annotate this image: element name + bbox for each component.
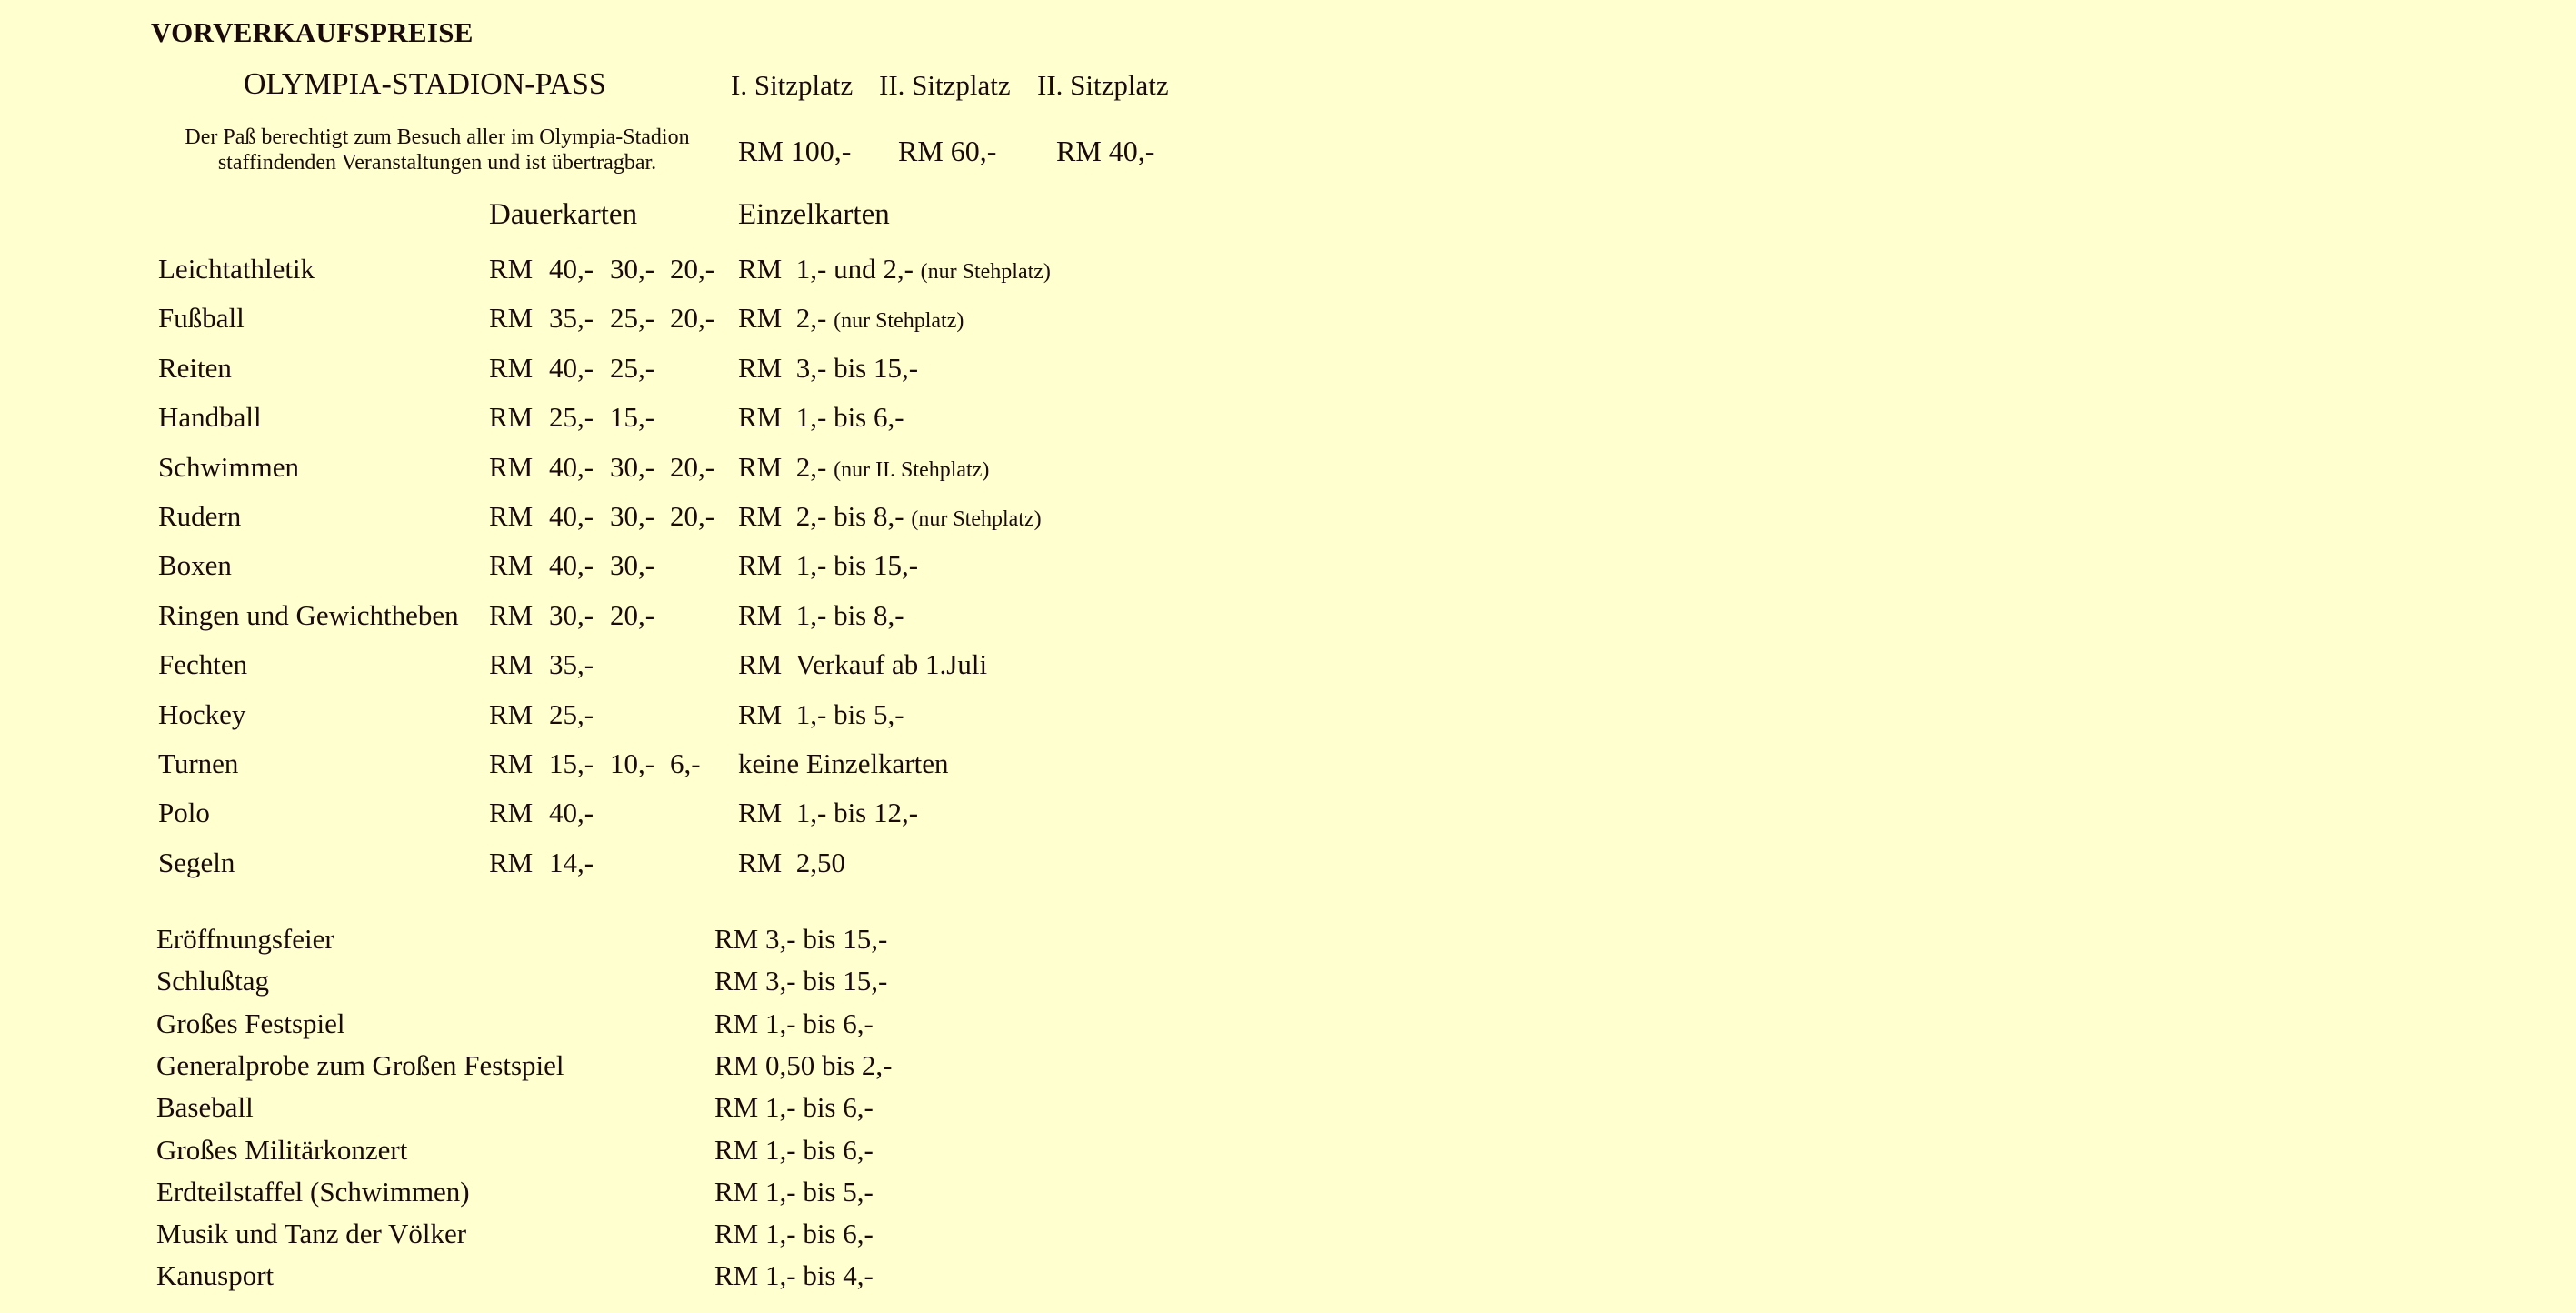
pass-column-3: II. Sitzplatz [1037, 69, 1169, 101]
dauer-price-1: 40,- [549, 797, 594, 829]
dauer-price-1: 14,- [549, 846, 594, 878]
sport-name: Handball [158, 401, 262, 434]
sport-name: Polo [158, 797, 210, 829]
einzel-price-value: RM 1,- und 2,- [738, 253, 914, 285]
event-name: Eröffnungsfeier [156, 923, 334, 955]
sport-name: Ringen und Gewichtheben [158, 598, 459, 631]
event-price: RM 3,- bis 15,- [714, 923, 888, 955]
einzel-price [738, 451, 989, 484]
einzel-price-value: RM 2,- [738, 450, 827, 483]
event-name: Schlußtag [156, 965, 269, 997]
dauer-price-1: 40,- [549, 500, 594, 532]
dauer-currency: RM [489, 450, 534, 483]
table-row [0, 747, 1182, 797]
einzel-price [738, 500, 1042, 533]
einzel-price-value: keine Einzelkarten [738, 747, 949, 779]
event-name: Baseball [156, 1091, 254, 1124]
table-row [0, 352, 1182, 401]
event-price: RM 1,- bis 6,- [714, 1007, 874, 1039]
dauer-price-2: 20,- [610, 598, 655, 631]
dauer-price-3: 20,- [670, 302, 715, 335]
table-row [0, 698, 1182, 747]
dauer-price-3: 6,- [670, 747, 701, 779]
dauer-currency: RM [489, 648, 534, 681]
table-row [0, 648, 1182, 697]
table-row [0, 500, 1182, 549]
dauer-price-3: 20,- [670, 500, 715, 532]
dauer-price-1: 30,- [549, 598, 594, 631]
list-item [0, 1218, 1091, 1259]
pass-price-1: RM 100,- [738, 135, 852, 167]
event-price: RM 1,- bis 4,- [714, 1259, 874, 1292]
event-price: RM 1,- bis 5,- [714, 1175, 874, 1208]
table-row [0, 401, 1182, 450]
dauer-price-3: 20,- [670, 253, 715, 285]
table-row [0, 599, 1182, 648]
dauer-currency: RM [489, 351, 534, 384]
sport-name: Leichtathletik [158, 253, 315, 285]
sport-name: Segeln [158, 846, 235, 878]
dauer-currency: RM [489, 302, 534, 335]
dauer-currency: RM [489, 797, 534, 829]
table-row [0, 253, 1182, 302]
dauer-price-2: 30,- [610, 549, 655, 582]
dauer-currency: RM [489, 747, 534, 779]
dauer-currency: RM [489, 549, 534, 582]
sport-name: Rudern [158, 500, 242, 532]
einzel-price [738, 648, 987, 681]
einzel-note: (nur Stehplatz) [911, 507, 1042, 531]
einzel-note: (nur Stehplatz) [834, 309, 964, 334]
einzel-price-value: RM 3,- bis 15,- [738, 351, 919, 384]
einzel-price-value: RM Verkauf ab 1.Juli [738, 648, 988, 681]
pass-column-1: I. Sitzplatz [731, 69, 854, 101]
list-item [0, 1176, 1091, 1218]
dauer-price-2: 25,- [610, 351, 655, 384]
table-row [0, 797, 1182, 846]
einzel-price-value: RM 1,- bis 8,- [738, 598, 904, 631]
einzel-price [738, 549, 918, 582]
sport-name: Boxen [158, 549, 232, 582]
list-item [0, 1259, 1091, 1301]
einzel-price-value: RM 1,- bis 5,- [738, 697, 904, 730]
sport-name: Turnen [158, 747, 239, 779]
dauer-price-3: 20,- [670, 450, 715, 483]
list-item [0, 1091, 1091, 1133]
einzel-note: (nur II. Stehplatz) [834, 457, 990, 482]
dauer-price-2: 10,- [610, 747, 655, 779]
event-name: Erdteilstaffel (Schwimmen) [156, 1175, 470, 1208]
einzel-price [738, 253, 1051, 286]
dauer-price-1: 35,- [549, 648, 594, 681]
event-price: RM 1,- bis 6,- [714, 1091, 874, 1124]
dauer-price-1: 25,- [549, 697, 594, 730]
dauer-price-2: 30,- [610, 450, 655, 483]
event-price: RM 1,- bis 6,- [714, 1218, 874, 1250]
einzel-price [738, 747, 949, 780]
einzel-price [738, 847, 845, 879]
dauer-price-1: 15,- [549, 747, 594, 779]
dauer-price-2: 30,- [610, 500, 655, 532]
list-item [0, 1049, 1091, 1091]
pass-description: Der Paß berechtigt zum Besuch aller im Olympia-Stadion staffindenden Veranstaltungen und ist übertragbar. [185, 125, 690, 175]
list-item [0, 1007, 1091, 1049]
einzel-price-value: RM 1,- bis 12,- [738, 797, 919, 829]
einzel-price-value: RM 1,- bis 15,- [738, 549, 919, 582]
sport-name: Reiten [158, 351, 232, 384]
sport-name: Fußball [158, 302, 245, 335]
einzel-price-value: RM 2,- [738, 302, 827, 335]
pass-title: OLYMPIA-STADION-PASS [244, 67, 606, 101]
einzel-price [738, 302, 964, 335]
dauer-price-1: 25,- [549, 401, 594, 434]
einzel-price [738, 599, 904, 632]
einzelkarten-header: Einzelkarten [738, 198, 890, 231]
dauer-price-1: 40,- [549, 253, 594, 285]
dauer-price-1: 35,- [549, 302, 594, 335]
sport-name: Schwimmen [158, 450, 299, 483]
einzel-price-value: RM 1,- bis 6,- [738, 401, 904, 434]
dauer-currency: RM [489, 598, 534, 631]
sport-name: Hockey [158, 697, 246, 730]
event-name: Musik und Tanz der Völker [156, 1218, 467, 1250]
dauer-price-2: 30,- [610, 253, 655, 285]
event-name: Kanusport [156, 1259, 275, 1292]
pass-price-2: RM 60,- [898, 135, 997, 167]
dauer-price-2: 15,- [610, 401, 655, 434]
dauer-currency: RM [489, 401, 534, 434]
pass-price-3: RM 40,- [1056, 135, 1155, 167]
einzel-note: (nur Stehplatz) [920, 260, 1051, 284]
einzel-price [738, 797, 918, 829]
dauer-currency: RM [489, 500, 534, 532]
pass-column-2: II. Sitzplatz [879, 69, 1011, 101]
event-name: Generalprobe zum Großen Festspiel [156, 1048, 564, 1081]
dauer-price-2: 25,- [610, 302, 655, 335]
event-name: Großes Militärkonzert [156, 1133, 408, 1166]
page-title: VORVERKAUFSPREISE [151, 16, 474, 48]
dauer-currency: RM [489, 846, 534, 878]
event-price: RM 3,- bis 15,- [714, 965, 888, 997]
list-item [0, 1134, 1091, 1176]
dauer-price-1: 40,- [549, 351, 594, 384]
sport-name: Fechten [158, 648, 248, 681]
table-row [0, 302, 1182, 351]
table-row [0, 847, 1182, 896]
table-row [0, 549, 1182, 598]
einzel-price-value: RM 2,50 [738, 846, 845, 878]
dauer-price-1: 40,- [549, 450, 594, 483]
dauerkarten-header: Dauerkarten [489, 198, 638, 231]
table-row [0, 451, 1182, 500]
list-item [0, 965, 1091, 1007]
list-item [0, 923, 1091, 965]
event-price: RM 0,50 bis 2,- [714, 1048, 893, 1081]
dauer-price-1: 40,- [549, 549, 594, 582]
dauer-currency: RM [489, 697, 534, 730]
event-name: Großes Festspiel [156, 1007, 345, 1039]
einzel-price [738, 401, 904, 434]
einzel-price [738, 352, 918, 385]
dauer-currency: RM [489, 253, 534, 285]
einzel-price-value: RM 2,- bis 8,- [738, 500, 904, 532]
einzel-price [738, 698, 904, 731]
event-price: RM 1,- bis 6,- [714, 1133, 874, 1166]
